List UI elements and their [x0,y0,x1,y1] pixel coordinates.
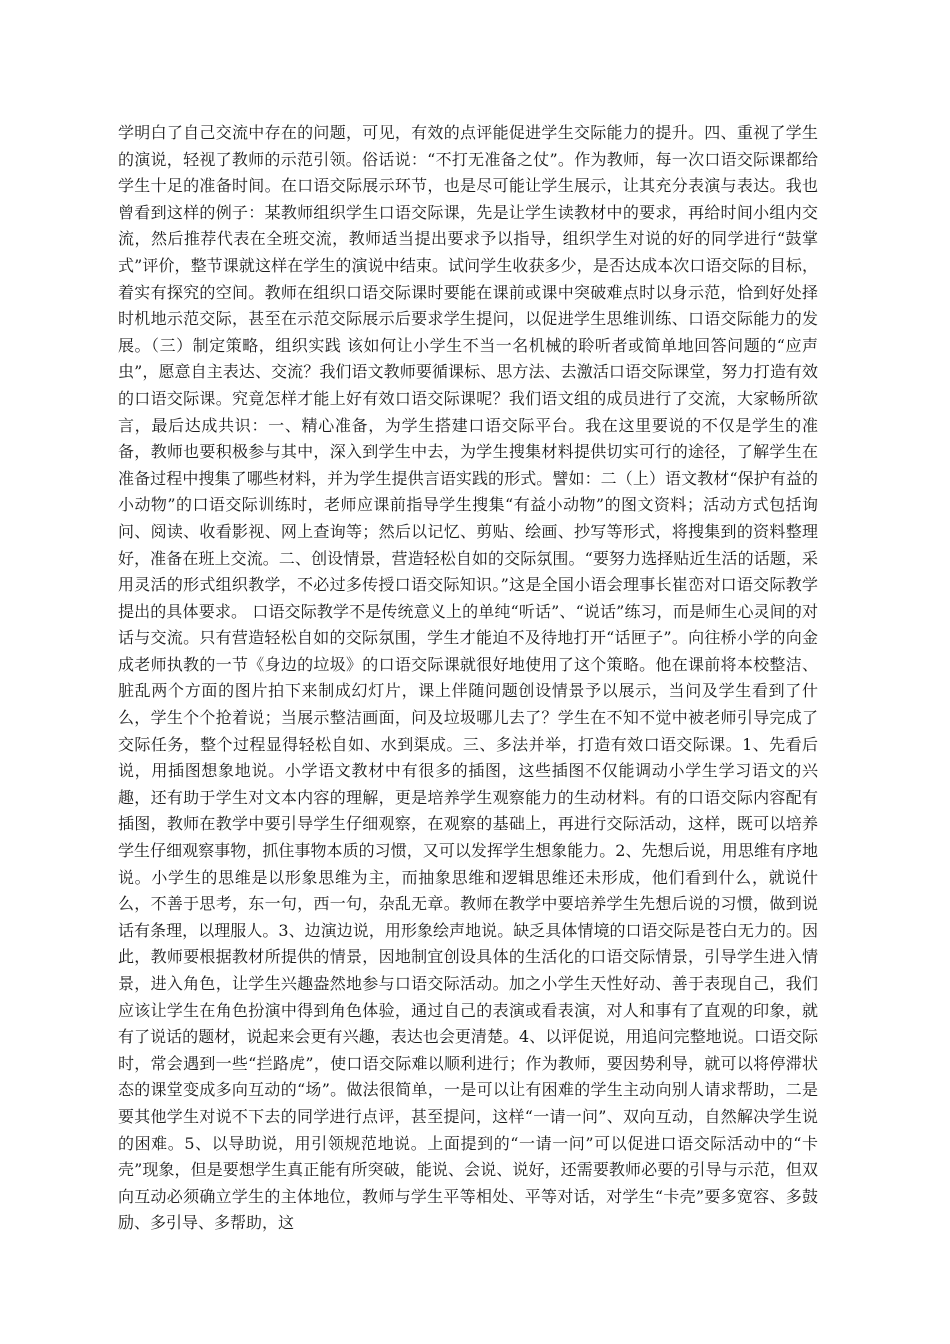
body-paragraph: 学明白了自己交流中存在的问题，可见，有效的点评能促进学生交际能力的提升。四、重视了学生的演说，轻视了教师的示范引领。俗话说：“不打无准备之仗”。作为教师，每一次口语交际课都给学生十足的准备时间。在口语交际展示环节，也是尽可能让学生展示，让其充分表演与表达。我也曾看到这样的例子：某教师组织学生口语交际课，先是让学生读教材中的要求，再给时间小组内交流，然后推荐代表在全班交流，教师适当提出要求予以指导，组织学生对说的好的同学进行“鼓掌式”评价，整节课就这样在学生的演说中结束。试问学生收获多少，是否达成本次口语交际的目标，着实有探究的空间。教师在组织口语交际课时要能在课前或课中突破难点时以身示范，恰到好处择时机地示范交际，甚至在示范交际展示后要求学生提问，以促进学生思维训练、口语交际能力的发展。（三）制定策略，组织实践 该如何让小学生不当一名机械的聆听者或简单地回答问题的“应声虫”，愿意自主表达、交流？我们语文教师要循课标、思方法、去激活口语交际课堂，努力打造有效的口语交际课。究竟怎样才能上好有效口语交际课呢？我们语文组的成员进行了交流，大家畅所欲言，最后达成共识：一、精心准备，为学生搭建口语交际平台。我在这里要说的不仅是学生的准备，教师也要积极参与其中，深入到学生中去，为学生搜集材料提供切实可行的途径，了解学生在准备过程中搜集了哪些材料，并为学生提供言语实践的形式。譬如：二（上）语文教材“保护有益的小动物”的口语交际训练时，老师应课前指导学生搜集“有益小动物”的图文资料；活动方式包括询问、阅读、收看影视、网上查询等；然后以记忆、剪贴、绘画、抄写等形式，将搜集到的资料整理好，准备在班上交流。二、创设情景，营造轻松自如的交际氛围。“要努力选择贴近生活的话题，采用灵活的形式组织教学，不必过多传授口语交际知识。”这是全国小语会理事长崔峦对口语交际教学提出的具体要求。 口语交际教学不是传统意义上的单纯“听话”、“说话”练习，而是师生心灵间的对话与交流。只有营造轻松自如的交际氛围，学生才能迫不及待地打开“话匣子”。向往桥小学的向金成老师执教的一节《身边的垃圾》的口语交际课就很好地使用了这个策略。他在课前将本校整洁、脏乱两个方面的图片拍下来制成幻灯片，课上伴随问题创设情景予以展示，当问及学生看到了什么，学生个个抢着说；当展示整洁画面，问及垃圾哪儿去了？学生在不知不觉中被老师引导完成了交际任务，整个过程显得轻松自如、水到渠成。三、多法并举，打造有效口语交际课。1、先看后说，用插图想象地说。小学语文教材中有很多的插图，这些插图不仅能调动小学生学习语文的兴趣，还有助于学生对文本内容的理解，更是培养学生观察能力的生动材料。有的口语交际内容配有插图，教师在教学中要引导学生仔细观察，在观察的基础上，再进行交际活动，这样，既可以培养学生仔细观察事物，抓住事物本质的习惯，又可以发挥学生想象能力。2、先想后说，用思维有序地说。小学生的思维是以形象思维为主，而抽象思维和逻辑思维还未形成，他们看到什么，就说什么，不善于思考，东一句，西一句，杂乱无章。教师在教学中要培养学生先想后说的习惯，做到说话有条理，以理服人。3、边演边说，用形象绘声地说。缺乏具体情境的口语交际是苍白无力的。因此，教师要根据教材所提供的情景，因地制宜创设具体的生活化的口语交际情景，引导学生进入情景，进入角色，让学生兴趣盎然地参与口语交际活动。加之小学生天性好动、善于表现自己，我们应该让学生在角色扮演中得到角色体验，通过自己的表演或看表演，对人和事有了直观的印象，就有了说话的题材，说起来会更有兴趣，表达也会更清楚。4、以评促说，用追问完整地说。口语交际时，常会遇到一些“拦路虎”，使口语交际难以顺利进行；作为教师，要因势利导，就可以将停滞状态的课堂变成多向互动的“场”。做法很简单，一是可以让有困难的学生主动向别人请求帮助，二是要其他学生对说不下去的同学进行点评，甚至提问，这样“一请一问”、双向互动，自然解决学生说的困难。5、以导助说，用引领规范地说。上面提到的“一请一问”可以促进口语交际活动中的“卡壳”现象，但是要想学生真正能有所突破，能说、会说、说好，还需要教师必要的引导与示范，但双向互动必须确立学生的主体地位，教师与学生平等相处、平等对话，对学生“卡壳”要多宽容、多鼓励、多引导、多帮助，这 [118,123,818,1233]
document-page [118,120,818,1237]
